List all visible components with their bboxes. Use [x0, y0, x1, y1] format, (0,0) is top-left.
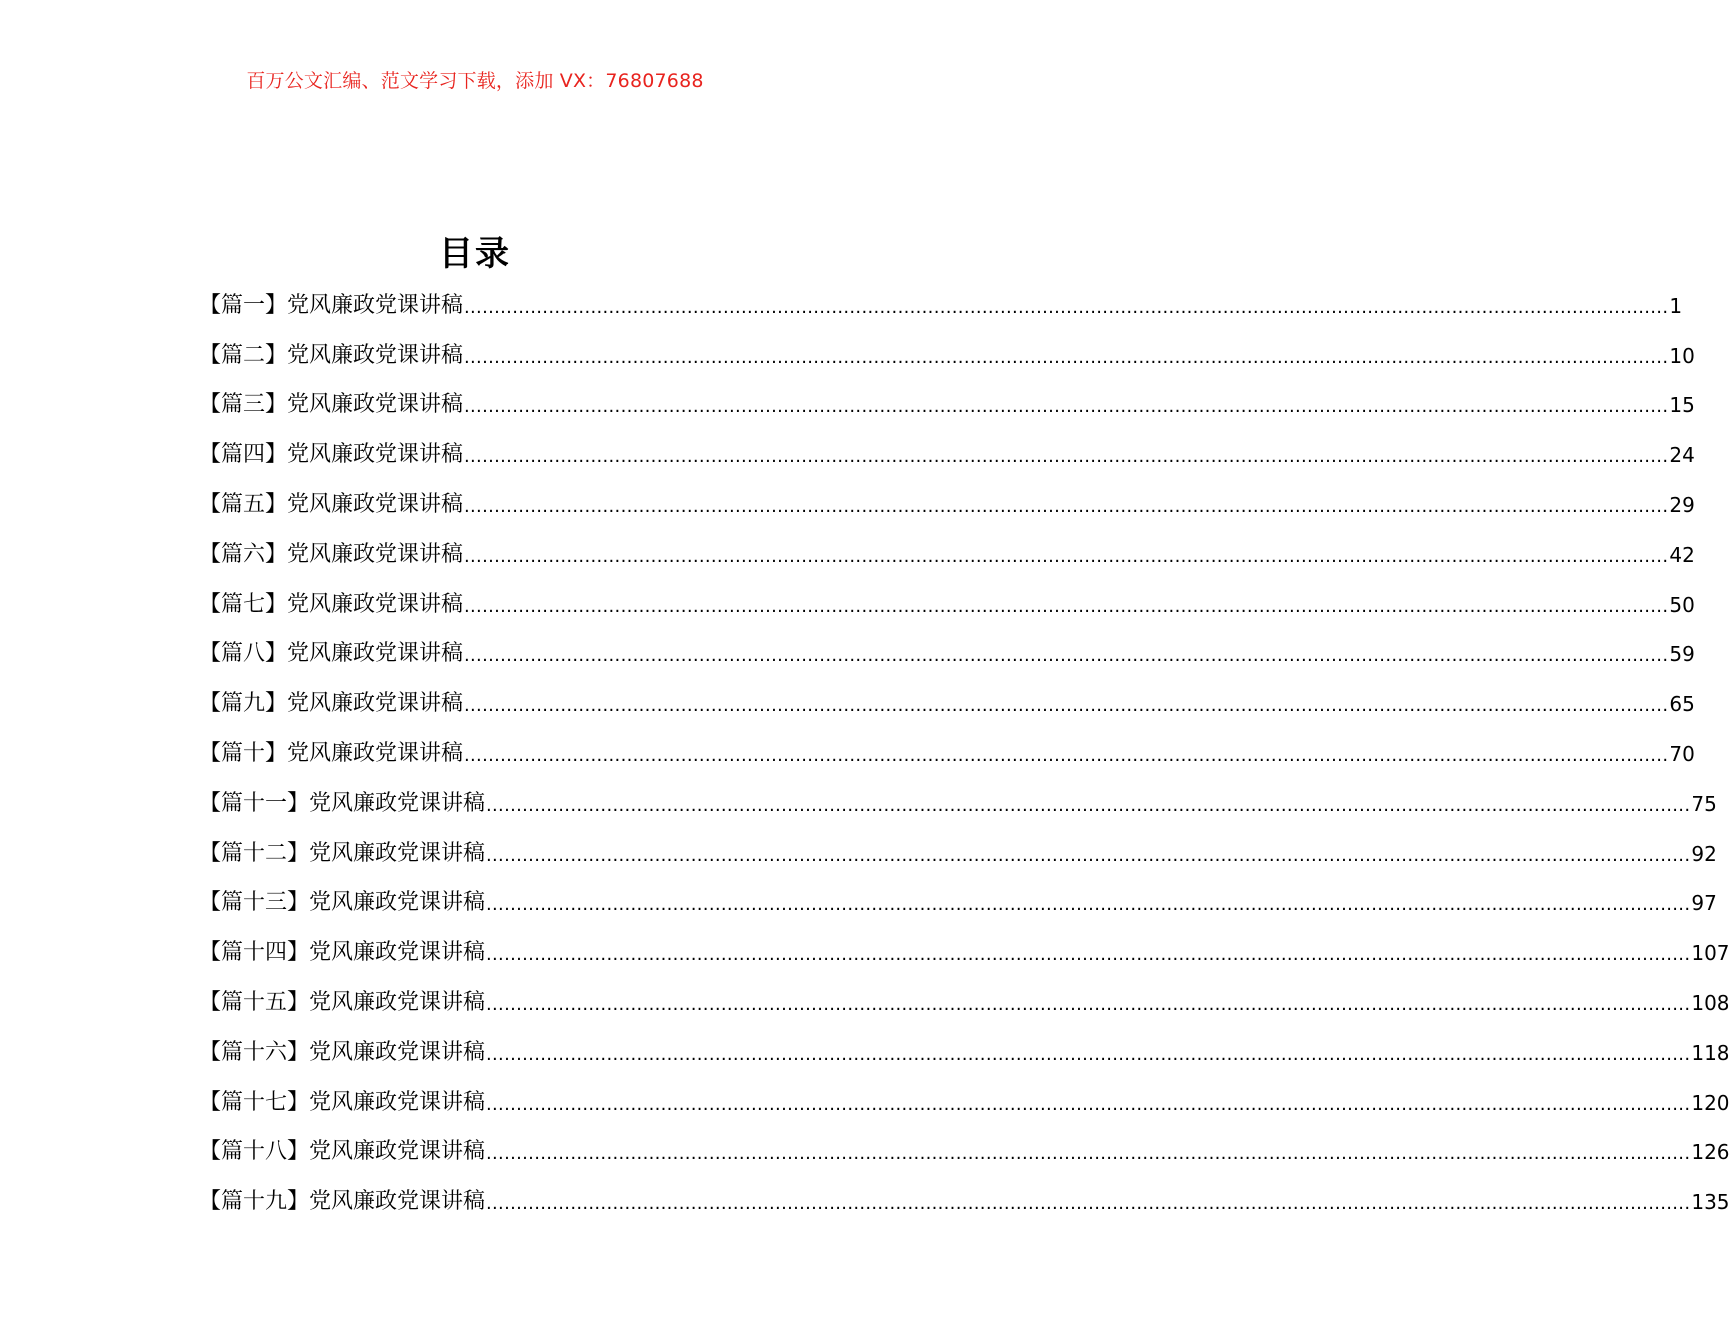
toc-dot-leader: ........................................................................................................................................................................................................: [464, 296, 1669, 318]
toc-dot-leader: ........................................................................................................................................................................................................: [464, 645, 1669, 667]
toc-entry[interactable]: [199, 1078, 1730, 1128]
toc-entry-page: 42: [1669, 542, 1695, 567]
toc-entry-page: 10: [1669, 343, 1695, 368]
toc-entry-page: 65: [1669, 692, 1695, 717]
toc-entry-page: 108: [1691, 991, 1730, 1016]
toc-entry-label: 【篇二】党风廉政党课讲稿: [199, 342, 464, 368]
toc-dot-leader: ........................................................................................................................................................................................................: [486, 794, 1691, 816]
toc-entry[interactable]: [199, 281, 1683, 331]
toc-entry[interactable]: [199, 480, 1695, 530]
toc-entry-label: 【篇十三】党风廉政党课讲稿: [199, 890, 486, 916]
toc-entry-label: 【篇六】党风廉政党课讲稿: [199, 541, 464, 567]
toc-entry-page: 50: [1669, 592, 1695, 617]
toc-entry[interactable]: [199, 530, 1695, 580]
toc-entry-page: 97: [1691, 891, 1717, 916]
toc-entry-page: 92: [1691, 841, 1717, 866]
toc-entry[interactable]: [199, 1128, 1730, 1178]
toc-entry[interactable]: [199, 679, 1695, 729]
toc-dot-leader: ........................................................................................................................................................................................................: [464, 545, 1669, 567]
toc-entry-label: 【篇十七】党风廉政党课讲稿: [199, 1089, 486, 1115]
toc-entry-page: 135: [1691, 1190, 1730, 1215]
toc-dot-leader: ........................................................................................................................................................................................................: [486, 844, 1691, 866]
toc-entry-page: 118: [1691, 1040, 1730, 1065]
toc-dot-leader: ........................................................................................................................................................................................................: [486, 1093, 1691, 1115]
toc-entry-page: 126: [1691, 1140, 1730, 1165]
toc-entry[interactable]: [199, 928, 1730, 978]
toc-entry-page: 1: [1669, 293, 1683, 318]
toc-entry-page: 15: [1669, 393, 1695, 418]
toc-dot-leader: ........................................................................................................................................................................................................: [464, 446, 1669, 468]
toc-entry-label: 【篇九】党风廉政党课讲稿: [199, 691, 464, 717]
toc-entry-label: 【篇十五】党风廉政党课讲稿: [199, 990, 486, 1016]
toc-entry[interactable]: [199, 729, 1695, 779]
toc-entry[interactable]: [199, 978, 1730, 1028]
toc-dot-leader: ........................................................................................................................................................................................................: [486, 1193, 1691, 1215]
toc-entry-page: 29: [1669, 493, 1695, 518]
toc-entry-page: 120: [1691, 1090, 1730, 1115]
toc-dot-leader: ........................................................................................................................................................................................................: [464, 595, 1669, 617]
toc-entry-label: 【篇十四】党风廉政党课讲稿: [199, 940, 486, 966]
watermark-header: 百万公文汇编、范文学习下载，添加 VX：76807688: [246, 70, 704, 92]
toc-entry[interactable]: [199, 331, 1695, 381]
toc-dot-leader: ........................................................................................................................................................................................................: [486, 1143, 1691, 1165]
toc-entry-label: 【篇十九】党风廉政党课讲稿: [199, 1189, 486, 1215]
toc-entry[interactable]: [199, 381, 1695, 431]
toc-entry-label: 【篇十】党风廉政党课讲稿: [199, 741, 464, 767]
toc-list: [199, 281, 1730, 1227]
toc-title: 目录: [439, 234, 511, 274]
toc-dot-leader: ........................................................................................................................................................................................................: [486, 1043, 1691, 1065]
toc-entry-page: 70: [1669, 742, 1695, 767]
toc-entry-label: 【篇一】党风廉政党课讲稿: [199, 292, 464, 318]
toc-entry-label: 【篇三】党风廉政党课讲稿: [199, 392, 464, 418]
toc-entry-label: 【篇八】党风廉政党课讲稿: [199, 641, 464, 667]
toc-dot-leader: ........................................................................................................................................................................................................: [464, 745, 1669, 767]
toc-entry[interactable]: [199, 1177, 1730, 1227]
toc-entry-page: 75: [1691, 791, 1717, 816]
toc-dot-leader: ........................................................................................................................................................................................................: [464, 695, 1669, 717]
toc-entry[interactable]: [199, 430, 1695, 480]
toc-entry[interactable]: [199, 630, 1695, 680]
toc-entry-label: 【篇十二】党风廉政党课讲稿: [199, 840, 486, 866]
toc-entry-page: 59: [1669, 642, 1695, 667]
toc-entry-label: 【篇十六】党风廉政党课讲稿: [199, 1039, 486, 1065]
toc-dot-leader: ........................................................................................................................................................................................................: [486, 944, 1691, 966]
toc-entry[interactable]: [199, 779, 1717, 829]
toc-dot-leader: ........................................................................................................................................................................................................: [486, 994, 1691, 1016]
toc-entry-label: 【篇七】党风廉政党课讲稿: [199, 591, 464, 617]
toc-entry[interactable]: [199, 879, 1717, 929]
toc-dot-leader: ........................................................................................................................................................................................................: [486, 894, 1691, 916]
toc-entry-label: 【篇五】党风廉政党课讲稿: [199, 492, 464, 518]
toc-entry-label: 【篇十八】党风廉政党课讲稿: [199, 1139, 486, 1165]
toc-entry-label: 【篇四】党风廉政党课讲稿: [199, 442, 464, 468]
toc-dot-leader: ........................................................................................................................................................................................................: [464, 496, 1669, 518]
toc-entry[interactable]: [199, 1028, 1730, 1078]
toc-entry-page: 107: [1691, 941, 1730, 966]
toc-entry[interactable]: [199, 829, 1717, 879]
toc-entry-page: 24: [1669, 443, 1695, 468]
toc-entry[interactable]: [199, 580, 1695, 630]
toc-dot-leader: ........................................................................................................................................................................................................: [464, 396, 1669, 418]
toc-dot-leader: ........................................................................................................................................................................................................: [464, 346, 1669, 368]
toc-entry-label: 【篇十一】党风廉政党课讲稿: [199, 790, 486, 816]
